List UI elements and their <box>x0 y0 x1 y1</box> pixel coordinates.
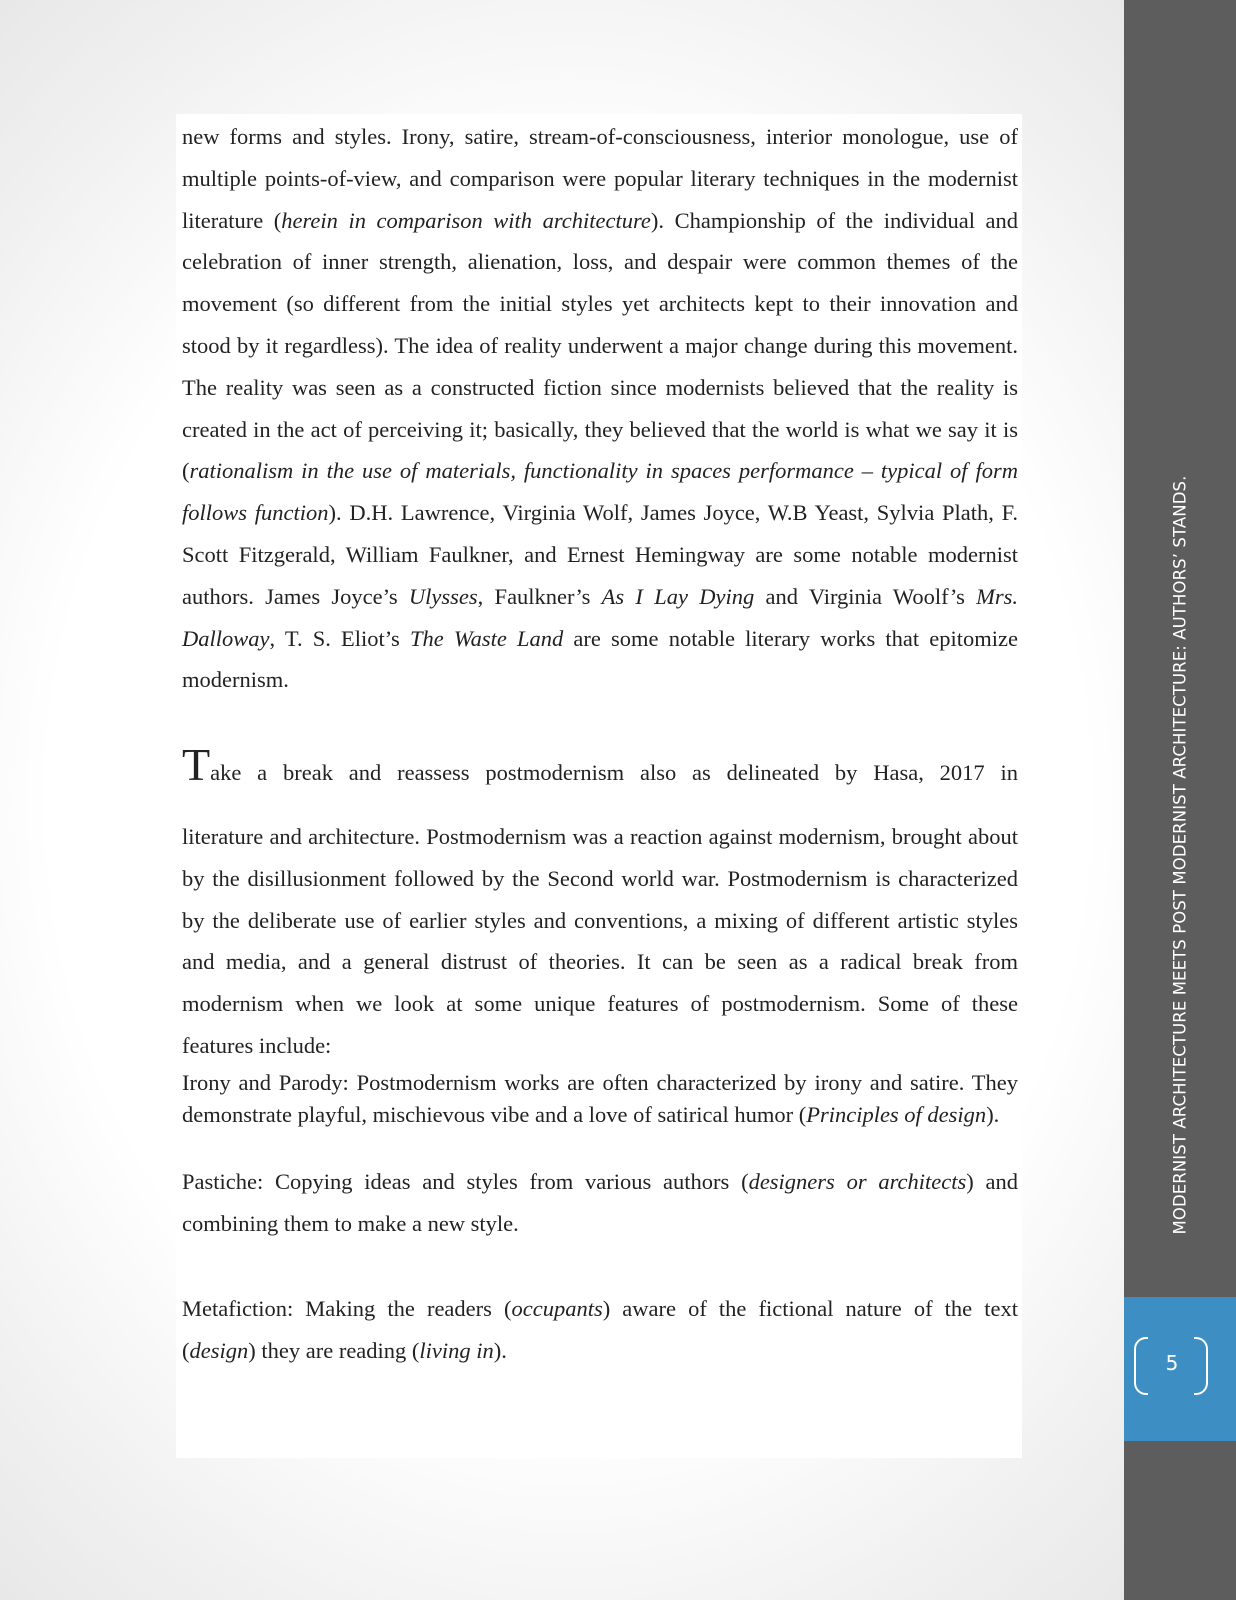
text-run: ake a break and reassess postmodernism also as delineated by Hasa, 2017 in <box>210 760 1018 786</box>
text-run: ). <box>986 1101 1000 1127</box>
paragraph-postmodernism: literature and architecture. Postmodernism was a reaction against modernism, brought about by the disillusionment followed by the Second world war. Postmodernism is characterized by the deliberate use of earlier styles and conventions, a mixing of different artistic styles and media, and a general distrust of theories. It can be seen as a radical break from modernism when we look at some unique features of postmodernism. Some of these features include: <box>182 823 1018 1058</box>
text-run: ). Championship of the individual and celebration of inner strength, alienation, loss, and despair were common themes of the movement (so different from the initial styles yet architects kept to their innovation and stood by it regardless). The idea of reality underwent a major change during this movement. The reality was seen as a constructed fiction since modernists believed that the reality is created in the act of perceiving it; basically, they believed that the world is what we say it is ( <box>182 207 1018 484</box>
running-header-title: MODERNIST ARCHITECTURE MEETS POST MODERNIST ARCHITECTURE: AUTHORS’ STANDS. <box>1170 475 1190 1235</box>
text-run: Irony and Parody: Postmodernism works are often characterized by irony and satire. They demonstrate playful, mischievous vibe and a love of satirical humor ( <box>182 1069 1018 1127</box>
text-run: and Virginia Woolf’s <box>754 583 977 609</box>
text-run: ). <box>493 1338 507 1364</box>
text-run: , Faulkner’s <box>477 583 602 609</box>
book-title: Ulysses <box>408 583 478 609</box>
italic-note: design <box>189 1338 249 1364</box>
text-run: ) aware of the fictional nature of the text ( <box>182 1296 1018 1364</box>
book-title: As I Lay Dying <box>601 583 755 609</box>
paragraph-modernism <box>182 116 1018 701</box>
page-number: 5 <box>1165 1351 1179 1375</box>
italic-note: rationalism in the use of materials, functionality in spaces performance – typical of form follows function <box>182 458 1018 526</box>
text-run: ) and combining them to make a new style. <box>182 1168 1018 1236</box>
text-run: ). D.H. Lawrence, Virginia Wolf, James Joyce, W.B Yeast, Sylvia Plath, F. Scott Fitzgerald, William Faulkner, and Ernest Hemingway are some notable modernist authors. James Joyce’s <box>182 500 1018 609</box>
paragraph-metafiction <box>182 1288 1018 1372</box>
italic-note: designers or architects <box>748 1168 967 1194</box>
book-title: The Waste Land <box>409 625 564 651</box>
text-run: ) they are reading ( <box>248 1338 420 1364</box>
paragraph-irony-parody <box>182 1067 1018 1131</box>
text-run: Pastiche: Copying ideas and styles from various authors ( <box>182 1168 749 1194</box>
italic-note: Principles of design <box>806 1101 987 1127</box>
paragraph-pastiche <box>182 1161 1018 1245</box>
page-body <box>176 114 1022 1458</box>
drop-cap: T <box>182 739 211 791</box>
text-run: Metafiction: Making the readers ( <box>182 1296 512 1322</box>
italic-note: living in <box>419 1338 494 1364</box>
text-run: , T. S. Eliot’s <box>269 625 410 651</box>
italic-note: herein in comparison with architecture <box>281 207 651 233</box>
text-run: new forms and styles. Irony, satire, stream-of-consciousness, interior monologue, use of multiple points-of-view, and comparison were popular literary techniques in the modernist literature ( <box>182 124 1018 233</box>
book-title: Mrs. Dalloway <box>182 583 1019 651</box>
italic-note: occupants <box>511 1296 603 1322</box>
paragraph-postmodernism-first-line <box>182 739 1018 794</box>
text-run: are some notable literary works that epitomize modernism. <box>182 625 1019 693</box>
page-number-badge <box>1124 1297 1236 1441</box>
